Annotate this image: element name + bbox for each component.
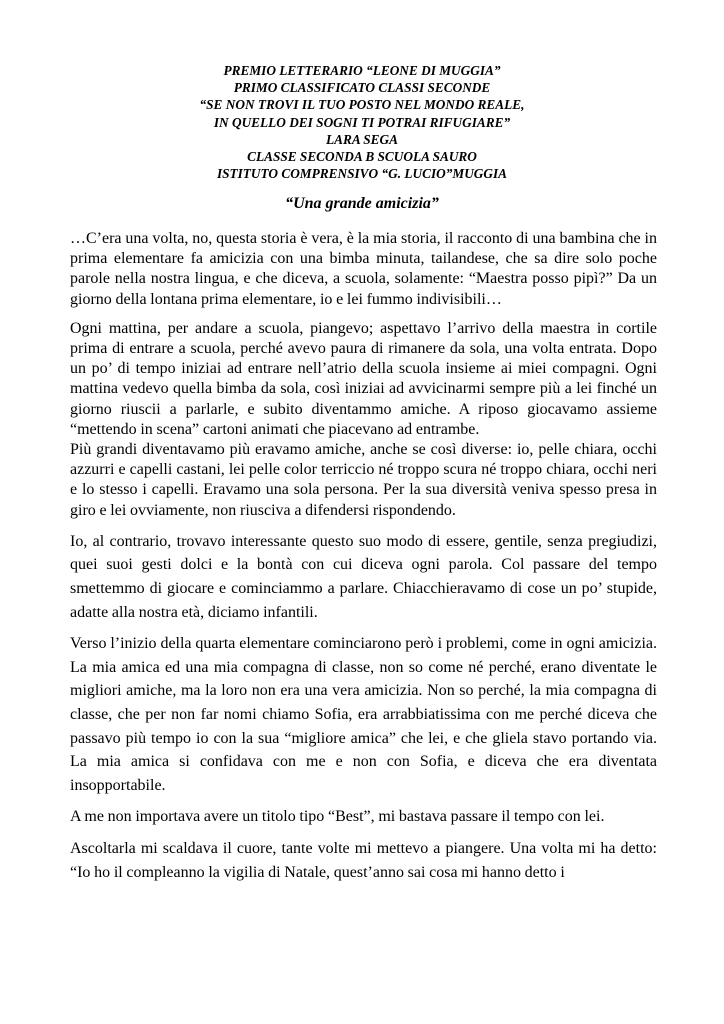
award-header bbox=[70, 62, 654, 182]
header-line-award: PREMIO LETTERARIO “LEONE DI MUGGIA” bbox=[223, 63, 501, 78]
story-body bbox=[70, 229, 657, 892]
paragraph-1: …C’era una volta, no, questa storia è vera, è la mia storia, il racconto di una bambina che in prima elementare fa amicizia con una bimba minuta, tailandese, che sa dire solo poche parole nella nostra lingua, e che diceva, a scuola, solamente: “Maestra posso pipì?” Da un giorno della lontana prima elementare, io e lei fummo indivisibili… bbox=[70, 230, 657, 308]
paragraph-5: Verso l’inizio della quarta elementare cominciarono però i problemi, come in ogni amicizia. La mia amica ed una mia compagna di classe, non so come né perché, erano diventate le migliori amiche, ma la loro non era una vera amicizia. Non so perché, la mia compagna di classe, che per non far nomi chiamo Sofia, era arrabbiatissima con me perché diceva che passavo più tempo io con la sua “migliore amica” che lei, e che gliela stavo portando via. La mia amica si confidava con me e non con Sofia, e diceva che era diventata insopportabile. bbox=[70, 635, 657, 794]
header-line-theme-1: “SE NON TROVI IL TUO POSTO NEL MONDO REALE, bbox=[199, 97, 525, 113]
header-line-school: ISTITUTO COMPRENSIVO “G. LUCIO”MUGGIA bbox=[216, 166, 508, 182]
paragraph-3: Più grandi diventavamo più eravamo amiche, anche se così diverse: io, pelle chiara, occhi azzurri e capelli castani, lei pelle color terriccio né troppo scura né troppo chiara, occhi neri e lo stesso i capelli. Eravamo una sola persona. Per la sua diversità veniva spesso presa in giro e lei ovviamente, non riusciva a difendersi rispondendo. bbox=[70, 441, 657, 519]
paragraph-6: A me non importava avere un titolo tipo “Best”, mi bastava passare il tempo con lei. bbox=[70, 808, 605, 826]
header-line-theme-2: IN QUELLO DEI SOGNI TI POTRAI RIFUGIARE” bbox=[213, 114, 511, 130]
paragraph-4: Io, al contrario, trovavo interessante questo suo modo di essere, gentile, senza pregiudizi, quei suoi gesti dolci e la bontà con cui diceva ogni parola. Col passare del tempo smettemmo di giocare e cominciammo a parlare. Chiacchieravamo di cose un po’ stupide, adatte alla nostra età, diciamo infantili. bbox=[70, 532, 657, 621]
paragraph-7: Ascoltarla mi scaldava il cuore, tante volte mi mettevo a piangere. Una volta mi ha detto: “Io ho il compleanno la vigilia di Natale, quest’anno sai cosa mi hanno detto i bbox=[70, 839, 657, 881]
paragraph-2: Ogni mattina, per andare a scuola, piangevo; aspettavo l’arrivo della maestra in cortile prima di entrare a scuola, perché avevo paura di rimanere da sola, una volta entrata. Dopo un po’ di tempo iniziai ad entrare nell’atrio della scuola insieme ai miei compagni. Ogni mattina vedevo quella bimba da sola, così iniziai ad avvicinarmi sempre più a lei finché un giorno riuscii a parlarle, e subito diventammo amiche. A riposo giocavamo assieme “mettendo in scena” cartoni animati che piacevano ad entrambe. bbox=[70, 319, 657, 438]
story-title: “Una grande amicizia” bbox=[285, 195, 439, 212]
header-line-author: LARA SEGA bbox=[325, 131, 399, 147]
header-line-ranking: PRIMO CLASSIFICATO CLASSI SECONDE bbox=[233, 80, 491, 96]
header-line-class: CLASSE SECONDA B SCUOLA SAURO bbox=[247, 149, 477, 165]
